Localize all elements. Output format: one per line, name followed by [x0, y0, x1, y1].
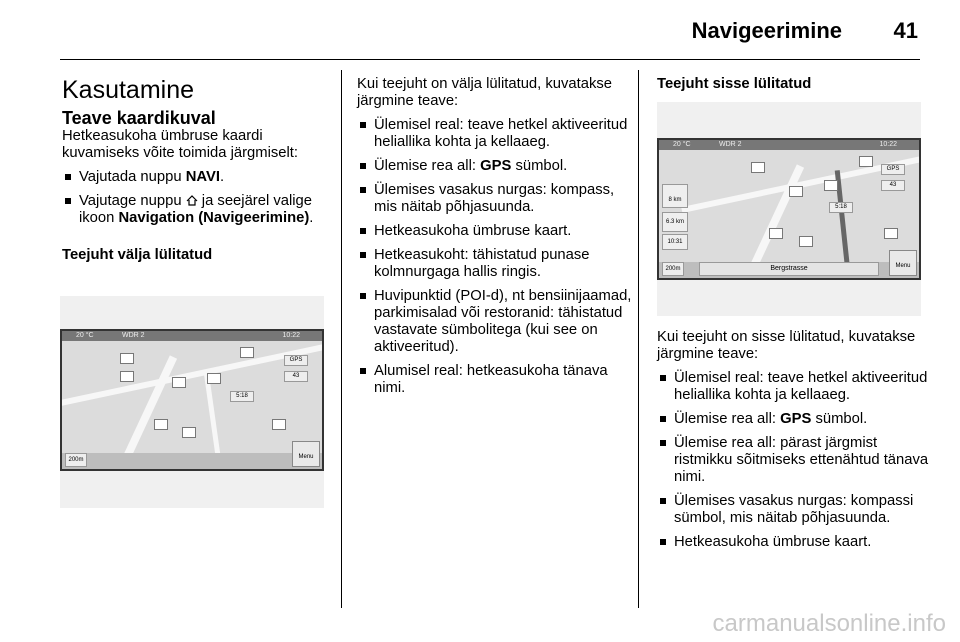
- watermark: carmanualsonline.info: [712, 610, 946, 637]
- intro-text: Hetkeasukoha ümbruse kaardi kuvamiseks võite toimida järgmiselt:: [62, 128, 299, 161]
- figure-heading: Teejuht sisse lülitatud: [657, 76, 812, 92]
- map-top-bar: 20 °C WDR 2 10:22: [659, 140, 919, 150]
- list-item: Ülemises vasakus nurgas: kompassi sümbol, mis näitab põhjasuunda.: [657, 493, 932, 527]
- intro-text: Kui teejuht on välja lülitatud, kuvatakse järgmine teave:: [357, 76, 612, 109]
- column-2: [357, 76, 637, 397]
- subsection-heading: Teave kaardikuval: [62, 108, 216, 128]
- map-bottom-bar: 200m: [62, 453, 322, 469]
- map-top-bar: 20 °C WDR 2 10:22: [62, 331, 322, 341]
- header-rule: [60, 59, 920, 60]
- map-screen: 20 °C WDR 2 10:22 8 km 6.3 km 10:31 GPS 43 5:18 200m Bergstrasse Menu: [657, 138, 921, 280]
- bullet-list: [657, 370, 932, 551]
- intro-text: Kui teejuht on sisse lülitatud, kuvatakse järgmine teave:: [657, 329, 916, 362]
- list-item: Ülemise rea all: pärast järgmist ristmikku sõitmiseks ettenähtud tänava nimi.: [657, 435, 932, 486]
- list-item: Ülemisel real: teave hetkel aktiveeritud heliallika kohta ja kellaaeg.: [657, 370, 932, 404]
- column-1: [62, 76, 330, 264]
- map-figure-guidance-on: [657, 102, 921, 316]
- map-figure-guidance-off: [60, 296, 324, 508]
- map-bottom-bar: 200m Bergstrasse: [659, 262, 919, 278]
- column-3: [657, 76, 932, 93]
- home-icon: [186, 195, 198, 206]
- menu-button[interactable]: Menu: [292, 441, 320, 467]
- page-number: 41: [893, 18, 918, 43]
- list-item: Ülemises vasakus nurgas: kompass, mis näitab põhjasuunda.: [357, 182, 637, 216]
- column-divider-2: [638, 70, 639, 608]
- section-heading: Kasutamine: [62, 76, 195, 104]
- list-item: Hetkeasukoht: tähistatud punase kolmnurgaga hallis ringis.: [357, 247, 637, 281]
- page-header: [0, 0, 960, 60]
- menu-button[interactable]: Menu: [889, 250, 917, 276]
- list-item: Vajutada nuppu NAVI.: [62, 169, 330, 186]
- map-screen: 20 °C WDR 2 10:22 GPS 43 5:18 200m Menu: [60, 329, 324, 471]
- column-divider-1: [341, 70, 342, 608]
- street-name: Bergstrasse: [699, 262, 879, 276]
- bullet-list: [62, 169, 330, 227]
- list-item: Alumisel real: hetkeasukoha tänava nimi.: [357, 363, 637, 397]
- page-title: Navigeerimine: [691, 18, 842, 43]
- list-item: Vajutage nuppu ja seejärel valige ikoon Navigation (Navigeerimine).: [62, 193, 330, 227]
- bullet-list: [357, 117, 637, 397]
- list-item: Ülemisel real: teave hetkel aktiveeritud heliallika kohta ja kellaaeg.: [357, 117, 637, 151]
- figure-heading: Teejuht välja lülitatud: [62, 247, 213, 263]
- column-3-body: [657, 329, 932, 551]
- list-item: Huvipunktid (POI-d), nt bensiinijaamad, parkimisalad või restoranid: tähistatud vastavate sümbolitega (kui see on aktiveeritud).: [357, 288, 637, 356]
- list-item: Hetkeasukoha ümbruse kaart.: [357, 223, 637, 240]
- list-item: Hetkeasukoha ümbruse kaart.: [657, 534, 932, 551]
- list-item: Ülemise rea all: GPS sümbol.: [357, 158, 637, 175]
- list-item: Ülemise rea all: GPS sümbol.: [657, 411, 932, 428]
